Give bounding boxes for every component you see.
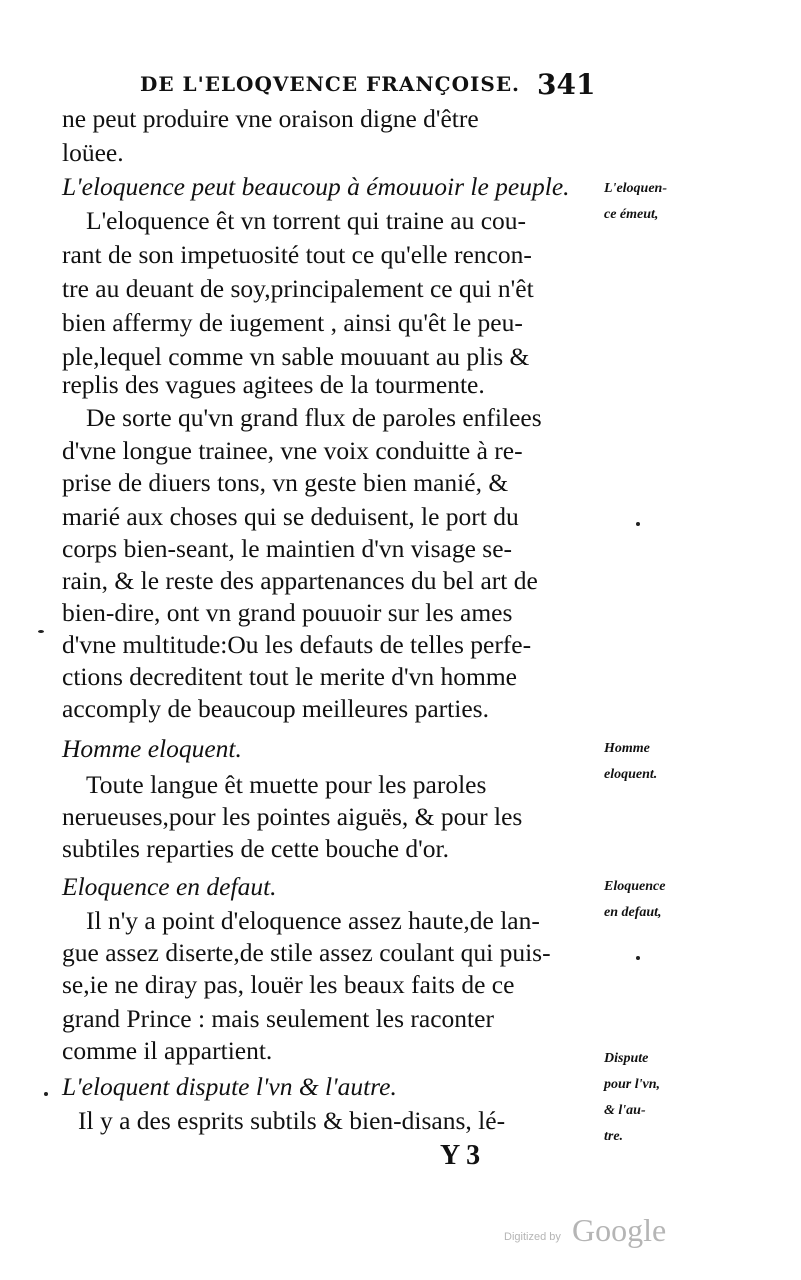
margin-note-line: pour l'vn, <box>604 1077 661 1092</box>
margin-note <box>604 874 699 926</box>
margin-note-line: en defaut, <box>604 905 662 920</box>
margin-note-line: L'eloquen- <box>604 181 667 196</box>
text-line: se,ie ne diray pas, louër les beaux faits de ce <box>62 970 515 999</box>
watermark-caption: Digitized by <box>504 1231 561 1243</box>
text-line: rain, & le reste des appartenances du bel art de <box>62 566 538 595</box>
text-line: corps bien-seant, le maintien d'vn visage se- <box>62 534 512 563</box>
margin-note <box>604 1046 699 1150</box>
text-line: d'vne multitude:Ou les defauts de telles perfe- <box>62 630 532 659</box>
signature-mark: Y 3 <box>440 1140 481 1171</box>
margin-note <box>604 736 699 788</box>
section-heading: L'eloquent dispute l'vn & l'autre. <box>62 1072 397 1101</box>
text-line: prise de diuers tons, vn geste bien manié, & <box>62 468 509 497</box>
margin-note-line: Dispute <box>604 1051 649 1066</box>
text-line: ne peut produire vne oraison digne d'être <box>62 104 479 133</box>
ink-speck <box>38 630 44 633</box>
margin-note-line: & l'au- <box>604 1103 646 1118</box>
margin-note-line: tre. <box>604 1129 624 1144</box>
text-line: grand Prince : mais seulement les raconter <box>62 1004 494 1033</box>
text-line: L'eloquence êt vn torrent qui traine au cou- <box>86 206 527 235</box>
text-line: replis des vagues agitees de la tourmente. <box>62 370 485 399</box>
text-line: loüee. <box>62 138 124 167</box>
text-line: bien affermy de iugement , ainsi qu'êt le peu- <box>62 308 523 337</box>
text-line: marié aux choses qui se deduisent, le port du <box>62 502 519 531</box>
text-line: subtiles reparties de cette bouche d'or. <box>62 834 449 863</box>
text-line: Il n'y a point d'eloquence assez haute,de lan- <box>86 906 540 935</box>
section-heading: Homme eloquent. <box>62 734 242 763</box>
text-line: gue assez diserte,de stile assez coulant qui puis- <box>62 938 551 967</box>
text-line: ple,lequel comme vn sable mouuant au plis & <box>62 342 530 371</box>
section-heading: Eloquence en defaut. <box>62 872 277 901</box>
text-line: bien-dire, ont vn grand pouuoir sur les ames <box>62 598 513 627</box>
text-line: accomply de beaucoup meilleures parties. <box>62 694 489 723</box>
margin-note-line: eloquent. <box>604 767 658 782</box>
ink-speck <box>636 522 640 526</box>
text-line: Toute langue êt muette pour les paroles <box>86 770 487 799</box>
margin-note <box>604 176 699 228</box>
page-number: 341 <box>537 68 596 101</box>
text-line: d'vne longue trainee, vne voix conduitte à re- <box>62 436 523 465</box>
text-line: comme il appartient. <box>62 1036 273 1065</box>
margin-note-line: ce émeut, <box>604 207 659 222</box>
ink-speck <box>636 956 640 960</box>
margin-note-line: Eloquence <box>604 879 666 894</box>
google-watermark-logo: Google <box>572 1212 667 1248</box>
section-heading: L'eloquence peut beaucoup à émouuoir le peuple. <box>62 172 570 201</box>
text-line: De sorte qu'vn grand flux de paroles enfilees <box>86 403 542 432</box>
text-line: Il y a des esprits subtils & bien-disans, lé- <box>78 1106 506 1135</box>
margin-note-line: Homme <box>604 741 650 756</box>
text-line: ctions decreditent tout le merite d'vn homme <box>62 662 517 691</box>
text-line: nerueuses,pour les pointes aiguës, & pour les <box>62 802 523 831</box>
text-line: tre au deuant de soy,principalement ce qui n'êt <box>62 274 534 303</box>
ink-speck <box>44 1092 48 1096</box>
text-line: rant de son impetuosité tout ce qu'elle rencon- <box>62 240 532 269</box>
running-head: DE L'ELOQVENCE FRANÇOISE. <box>140 72 521 96</box>
